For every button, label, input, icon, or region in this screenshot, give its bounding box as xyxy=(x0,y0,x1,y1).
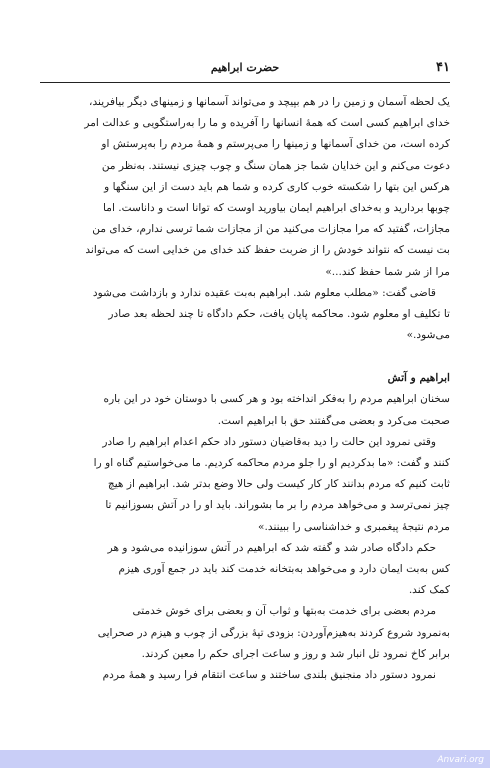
text-line: دعوت می‌کنم و این خدایان شما جز همان سنگ و چوب چیزی نیستند. به‌نظر من xyxy=(101,159,450,172)
page-header xyxy=(40,60,450,80)
text-line: کس به‌بت ایمان دارد و می‌خواهد به‌بتخانه خدمت کند باید در جمع آوری هیزم xyxy=(118,562,450,575)
watermark: Anvari.org xyxy=(437,755,484,765)
text-line: وقتی نمرود این حالت را دید به‌قاضیان دستور داد حکم اعدام ابراهیم را صادر xyxy=(102,435,436,448)
text-line: تا تکلیف او معلوم شود. محاکمه پایان یافت، حکم دادگاه تا چند لحظه بعد صادر xyxy=(108,307,450,320)
text-line: صحبت می‌کرد و بعضی می‌گفتند حق با ابراهیم است. xyxy=(217,414,450,427)
text-line: نمرود دستور داد منجنیق بلندی ساختند و ساعت انتقام فرا رسید و همهٔ مردم xyxy=(102,668,436,681)
text-line: سخنان ابراهیم مردم را به‌فکر انداخته بود و هر کسی با دوستان خود در این باره xyxy=(103,393,450,406)
text-line: کرده است، من خدای آسمانها و زمینها را می‌پرستم و همهٔ مردم را به‌پرستش او xyxy=(101,138,450,151)
paragraph xyxy=(40,665,450,686)
paragraph xyxy=(40,538,450,602)
section-gap xyxy=(40,346,450,368)
text-line: یک لحظه آسمان و زمین را در هم بپیچد و می‌تواند آسمانها و زمینهای دیگر بیافریند، xyxy=(89,96,450,108)
text-line: کمک کند. xyxy=(408,584,450,597)
header-rule xyxy=(40,82,450,83)
text-line: ثابت کنیم که مردم بدانند کار کار کیست ولی حالا وضع بدتر شد. ابراهیم از هیچ xyxy=(107,478,450,491)
footer-bar xyxy=(0,750,490,768)
paragraph xyxy=(40,601,450,665)
page-number: ۴۱ xyxy=(436,60,450,75)
text-line: مردم نتیجهٔ پیغمبری و خداشناسی را ببینند.» xyxy=(258,520,450,533)
text-line: هرکس این بتها را شکسته خوب کاری کرده و شما هم باید دست از این سنگها و xyxy=(104,180,450,193)
paragraph xyxy=(40,389,450,431)
running-title: حضرت ابراهیم xyxy=(210,61,280,74)
text-line: مردم بعضی برای خدمت به‌بتها و ثواب آن و بعضی برای خوش خدمتی xyxy=(132,605,436,618)
text-line: کنند و گفت: «ما بدکردیم او را جلو مردم محاکمه کردیم. ما می‌خواستیم گناه او را xyxy=(93,457,450,469)
text-line: خدای ابراهیم کسی است که همهٔ انسانها را آفریده و ما را به‌راستگویی و عدالت امر xyxy=(84,117,450,130)
section-heading: ابراهیم و آتش xyxy=(387,372,450,385)
text-line: می‌شود.» xyxy=(406,329,450,342)
text-line: مرا از شر شما حفظ کند...» xyxy=(325,265,450,278)
paragraph xyxy=(40,432,450,538)
text-line: چیز نمی‌ترسد و می‌خواهد مردم را بر ما بشوراند. باید او را در آتش بسوزانیم تا xyxy=(105,499,450,512)
page-body xyxy=(40,92,450,686)
text-line: بت نیست که نتواند خودش را از ضربت حفظ کند خدای من خدایی است که می‌تواند xyxy=(85,244,450,257)
paragraph xyxy=(40,283,450,347)
text-line: قاضی گفت: «مطلب معلوم شد. ابراهیم به‌بت عقیده ندارد و بازداشت می‌شود xyxy=(92,286,436,299)
text-line: حکم دادگاه صادر شد و گفته شد که ابراهیم در آتش سوزانیده می‌شود و هر xyxy=(107,541,436,554)
text-line: مجازات، گفتید که مرا مجازات می‌کنید من از مجازات شما ترسی ندارم، خدای من xyxy=(92,223,450,236)
paragraph xyxy=(40,92,450,283)
text-line: برابر کاخ نمرود تل انبار شد و روز و ساعت اجرای حکم را معین کردند. xyxy=(141,647,450,660)
text-line: به‌نمرود شروع کردند به‌هیزم‌آوردن: بزودی تپهٔ بزرگی از چوب و هیزم در صحرایی xyxy=(97,626,450,639)
text-line: چوبها بردارید و به‌خدای ابراهیم ایمان بیاورید اوست که توانا است و داناست. اما xyxy=(103,201,450,214)
